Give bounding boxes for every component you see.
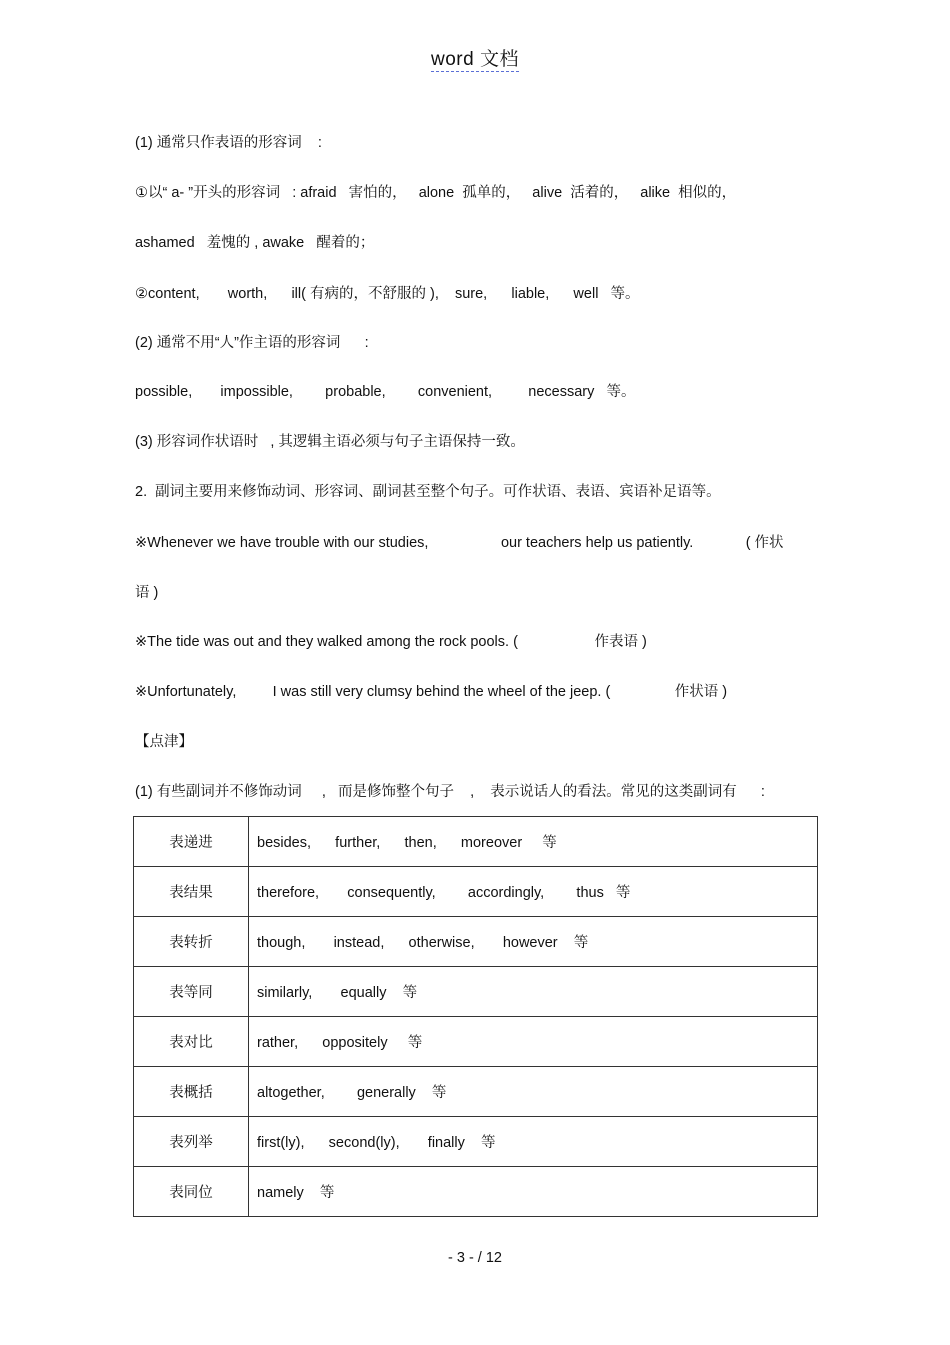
table-label-cell: 表列举 (134, 1117, 249, 1167)
table-row (134, 817, 818, 867)
table-label-cell: 表同位 (134, 1167, 249, 1217)
table-row (134, 1117, 818, 1167)
table-value-cell: first(ly), second(ly), finally 等 (249, 1117, 818, 1167)
table-value-cell: altogether, generally 等 (249, 1067, 818, 1117)
table-row (134, 1067, 818, 1117)
table-value-cell: besides, further, then, moreover 等 (249, 817, 818, 867)
text-line-8: 2. 副词主要用来修饰动词、形容词、副词甚至整个句子。可作状语、表语、宾语补足语等。 (135, 484, 721, 500)
table-row (134, 1017, 818, 1067)
table-label-cell: 表概括 (134, 1067, 249, 1117)
text-line-11: ※The tide was out and they walked among the rock pools. ( 作表语 ) (135, 634, 647, 650)
text-line-10: 语 ) (135, 585, 159, 601)
table-label-cell: 表等同 (134, 967, 249, 1017)
table-label-cell: 表结果 (134, 867, 249, 917)
adverb-table (133, 816, 818, 1217)
header-title: word 文档 (431, 49, 519, 70)
text-line-9: ※Whenever we have trouble with our studies, our teachers help us patiently. ( 作状 (135, 535, 784, 551)
table-row (134, 1167, 818, 1217)
text-line-7: (3) 形容词作状语时 , 其逻辑主语必须与句子主语保持一致。 (135, 434, 525, 450)
page-header (0, 44, 950, 71)
table-row (134, 917, 818, 967)
table-label-cell: 表转折 (134, 917, 249, 967)
table-row (134, 967, 818, 1017)
page-number: - 3 - / 12 (448, 1250, 502, 1266)
text-line-1: (1) 通常只作表语的形容词 : (135, 135, 322, 151)
table-value-cell: rather, oppositely 等 (249, 1017, 818, 1067)
table-row (134, 867, 818, 917)
text-line-5: (2) 通常不用“人”作主语的形容词 : (135, 335, 369, 351)
table-label-cell: 表对比 (134, 1017, 249, 1067)
table-value-cell: therefore, consequently, accordingly, thus 等 (249, 867, 818, 917)
text-line-14: (1) 有些副词并不修饰动词 , 而是修饰整个句子 , 表示说话人的看法。常见的这类副词有 : (135, 784, 765, 800)
table-label-cell: 表递进 (134, 817, 249, 867)
section-heading: 【点津】 (135, 734, 193, 750)
text-line-6: possible, impossible, probable, convenient, necessary 等。 (135, 384, 636, 400)
text-line-12: ※Unfortunately, I was still very clumsy behind the wheel of the jeep. ( 作状语 ) (135, 684, 728, 700)
text-line-2: ①以“ a- ”开头的形容词 : afraid 害怕的， alone 孤单的， alive 活着的， alike 相似的， (135, 185, 737, 201)
table-value-cell: though, instead, otherwise, however 等 (249, 917, 818, 967)
table-value-cell: similarly, equally 等 (249, 967, 818, 1017)
text-line-3: ashamed 羞愧的 , awake 醒着的； (135, 235, 375, 251)
table-value-cell: namely 等 (249, 1167, 818, 1217)
text-line-4: ②content, worth, ill( 有病的，不舒服的 ), sure, liable, well 等。 (135, 286, 640, 302)
